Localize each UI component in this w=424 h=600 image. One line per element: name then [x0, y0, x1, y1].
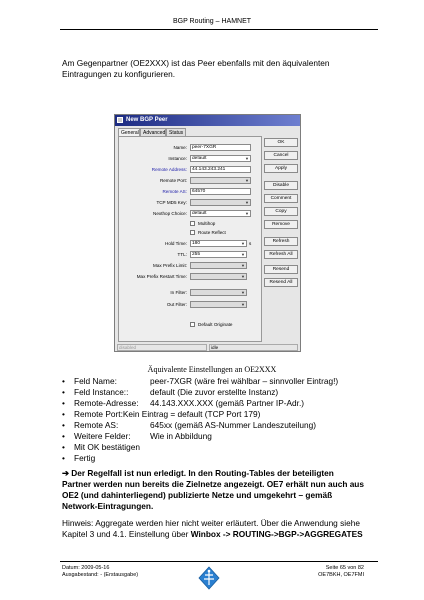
instance-value: default — [192, 156, 207, 161]
dialog-titlebar — [115, 115, 300, 126]
refresh-button[interactable]: Refresh — [264, 237, 298, 246]
ttl-label: TTL: — [177, 252, 187, 257]
hold-time-field[interactable] — [190, 240, 247, 247]
out-filter-field[interactable] — [190, 301, 247, 308]
ttl-field[interactable] — [190, 251, 247, 258]
hold-time-unit: s — [249, 241, 252, 246]
dropdown-arrow-icon: ▼ — [241, 252, 245, 257]
tab-status[interactable]: Status — [166, 128, 186, 136]
max-prefix-restart-field[interactable] — [190, 273, 247, 280]
default-originate-label: Default Originate — [198, 322, 233, 327]
refresh-all-button[interactable]: Refresh All — [264, 250, 298, 259]
remote-address-field[interactable] — [190, 166, 251, 173]
dialog-statusbar — [117, 344, 298, 351]
name-field[interactable] — [190, 144, 251, 151]
dropdown-arrow-icon: ▼ — [245, 156, 249, 161]
hold-time-value: 180 — [192, 241, 201, 246]
hold-time-label: Hold Time: — [165, 241, 187, 246]
copy-button[interactable]: Copy — [264, 207, 298, 216]
bullet-value: 44.143.XXX.XXX (gemäß Partner IP-Adr.) — [150, 398, 305, 408]
hint-paragraph — [62, 518, 364, 540]
amateur-radio-logo — [198, 566, 220, 590]
footer-right — [318, 565, 364, 579]
dropdown-arrow-icon: ▼ — [245, 211, 249, 216]
arrow-icon: ➔ — [62, 468, 69, 478]
footer-date: Datum: 2009-05-16 — [62, 565, 110, 571]
bullet-key: Remote AS: — [74, 420, 119, 430]
figure-caption: Äquivalente Einstellungen an OE2XXX — [147, 365, 277, 374]
max-prefix-limit-label: Max Prefix Limit: — [153, 263, 187, 268]
header-rule — [60, 29, 378, 30]
bullet-key: Remote-Adresse: — [74, 398, 139, 408]
footer-page: Seite 65 von 82 — [325, 565, 364, 571]
remote-port-field[interactable] — [190, 177, 251, 184]
out-filter-label: Out Filter: — [166, 302, 187, 307]
resend-button[interactable]: Resend — [264, 265, 298, 274]
tcp-md5-label: TCP MD5 Key: — [156, 200, 187, 205]
tab-advanced[interactable]: Advanced — [140, 128, 166, 136]
bullet-key: Fertig — [74, 453, 96, 463]
status-left: disabled — [117, 344, 207, 351]
footer-left — [62, 565, 138, 579]
in-filter-label: In Filter: — [170, 290, 187, 295]
bullet-key: Weitere Felder: — [74, 431, 131, 441]
remove-button[interactable]: Remove — [264, 220, 298, 229]
max-prefix-limit-field[interactable] — [190, 262, 247, 269]
route-reflect-label: Route Reflect — [198, 230, 226, 235]
footer-authors: OE7BKH, OE7FMI — [318, 572, 364, 578]
remote-as-label: Remote AS: — [162, 189, 187, 194]
ttl-value: 255 — [192, 252, 201, 257]
dropdown-arrow-icon: ▼ — [245, 178, 249, 183]
general-panel — [118, 136, 262, 342]
bgp-peer-dialog — [114, 114, 301, 352]
cancel-button[interactable]: Cancel — [264, 151, 298, 160]
bullet-value: 645xx (gemäß AS-Nummer Landeszuteilung) — [150, 420, 317, 430]
route-reflect-checkbox[interactable] — [190, 230, 195, 235]
instance-label: Instance: — [168, 156, 187, 161]
tab-general[interactable]: General — [118, 128, 140, 136]
default-originate-checkbox[interactable] — [190, 322, 195, 327]
remote-as-value: 64570 — [192, 189, 206, 194]
multihop-checkbox[interactable] — [190, 221, 195, 226]
tcp-md5-field[interactable] — [190, 199, 251, 206]
dropdown-arrow-icon: ▼ — [241, 302, 245, 307]
dropdown-arrow-icon: ▼ — [241, 290, 245, 295]
in-filter-field[interactable] — [190, 289, 247, 296]
window-icon — [117, 117, 123, 123]
remote-as-field[interactable] — [190, 188, 251, 195]
apply-button[interactable]: Apply — [264, 164, 298, 173]
name-value: peer-7XGR — [192, 145, 217, 150]
footer-edition: Ausgabestand: - (Erstausgabe) — [62, 572, 139, 578]
bullet-value: default (Die zuvor erstellte Instanz) — [150, 387, 279, 397]
remote-address-value: 44.143.243.241 — [192, 167, 226, 172]
note-paragraph — [62, 468, 364, 512]
note-text: Der Regelfall ist nun erledigt. In den Routing-Tables der beteiligten Partner werden nun bereits die Zielnetze angezeigt. OE7 erhält nun auch aus OE2 (und dahinterliegend) publizierte Netze und umgekehrt – gemäß Network-Eintragungen. — [62, 468, 364, 511]
remote-address-label: Remote Address: — [151, 167, 187, 172]
remote-port-label: Remote Port: — [159, 178, 187, 183]
bullet-key: Mit OK bestätigen — [74, 442, 140, 452]
bullet-key: Feld Instance:: — [74, 387, 129, 397]
hint-text: Hinweis: Aggregate werden hier nicht weiter erläutert. Über die Anwendung siehe Kapitel 3 und 4.1. Einstellung über — [62, 518, 360, 539]
intro-paragraph: Am Gegenpartner (OE2XXX) ist das Peer ebenfalls mit den äquivalenten Eintragungen zu konfigurieren. — [62, 58, 330, 79]
instance-select[interactable] — [190, 155, 251, 162]
nexthop-select[interactable] — [190, 210, 251, 217]
disable-button[interactable]: Disable — [264, 181, 298, 190]
page-header: BGP Routing – HAMNET — [172, 18, 252, 25]
nexthop-label: Nexthop Choice: — [153, 211, 187, 216]
dropdown-arrow-icon: ▼ — [241, 274, 245, 279]
dropdown-arrow-icon: ▼ — [241, 241, 245, 246]
hint-menu-path: Winbox -> ROUTING->BGP->AGGREGATES — [190, 529, 363, 539]
bullet-key: Feld Name: — [74, 376, 117, 386]
dialog-title: New BGP Peer — [126, 117, 168, 123]
comment-button[interactable]: Comment — [264, 194, 298, 203]
status-right: idle — [209, 344, 298, 351]
dropdown-arrow-icon: ▼ — [241, 263, 245, 268]
ok-button[interactable]: OK — [264, 138, 298, 147]
bullet-value: peer-7XGR (wäre frei wählbar – sinnvoller Eintrag!) — [150, 376, 339, 386]
max-prefix-restart-label: Max Prefix Restart Time: — [136, 274, 187, 279]
resend-all-button[interactable]: Resend All — [264, 278, 298, 287]
bullet-value: Wie in Abbildung — [150, 431, 212, 441]
dropdown-arrow-icon: ▼ — [245, 200, 249, 205]
multihop-label: Multihop — [198, 221, 216, 226]
footer-rule — [60, 561, 378, 562]
bullet-key: Remote Port:Kein Eintrag = default (TCP Port 179) — [74, 409, 261, 419]
name-label: Name: — [173, 145, 187, 150]
nexthop-value: default — [192, 211, 207, 216]
